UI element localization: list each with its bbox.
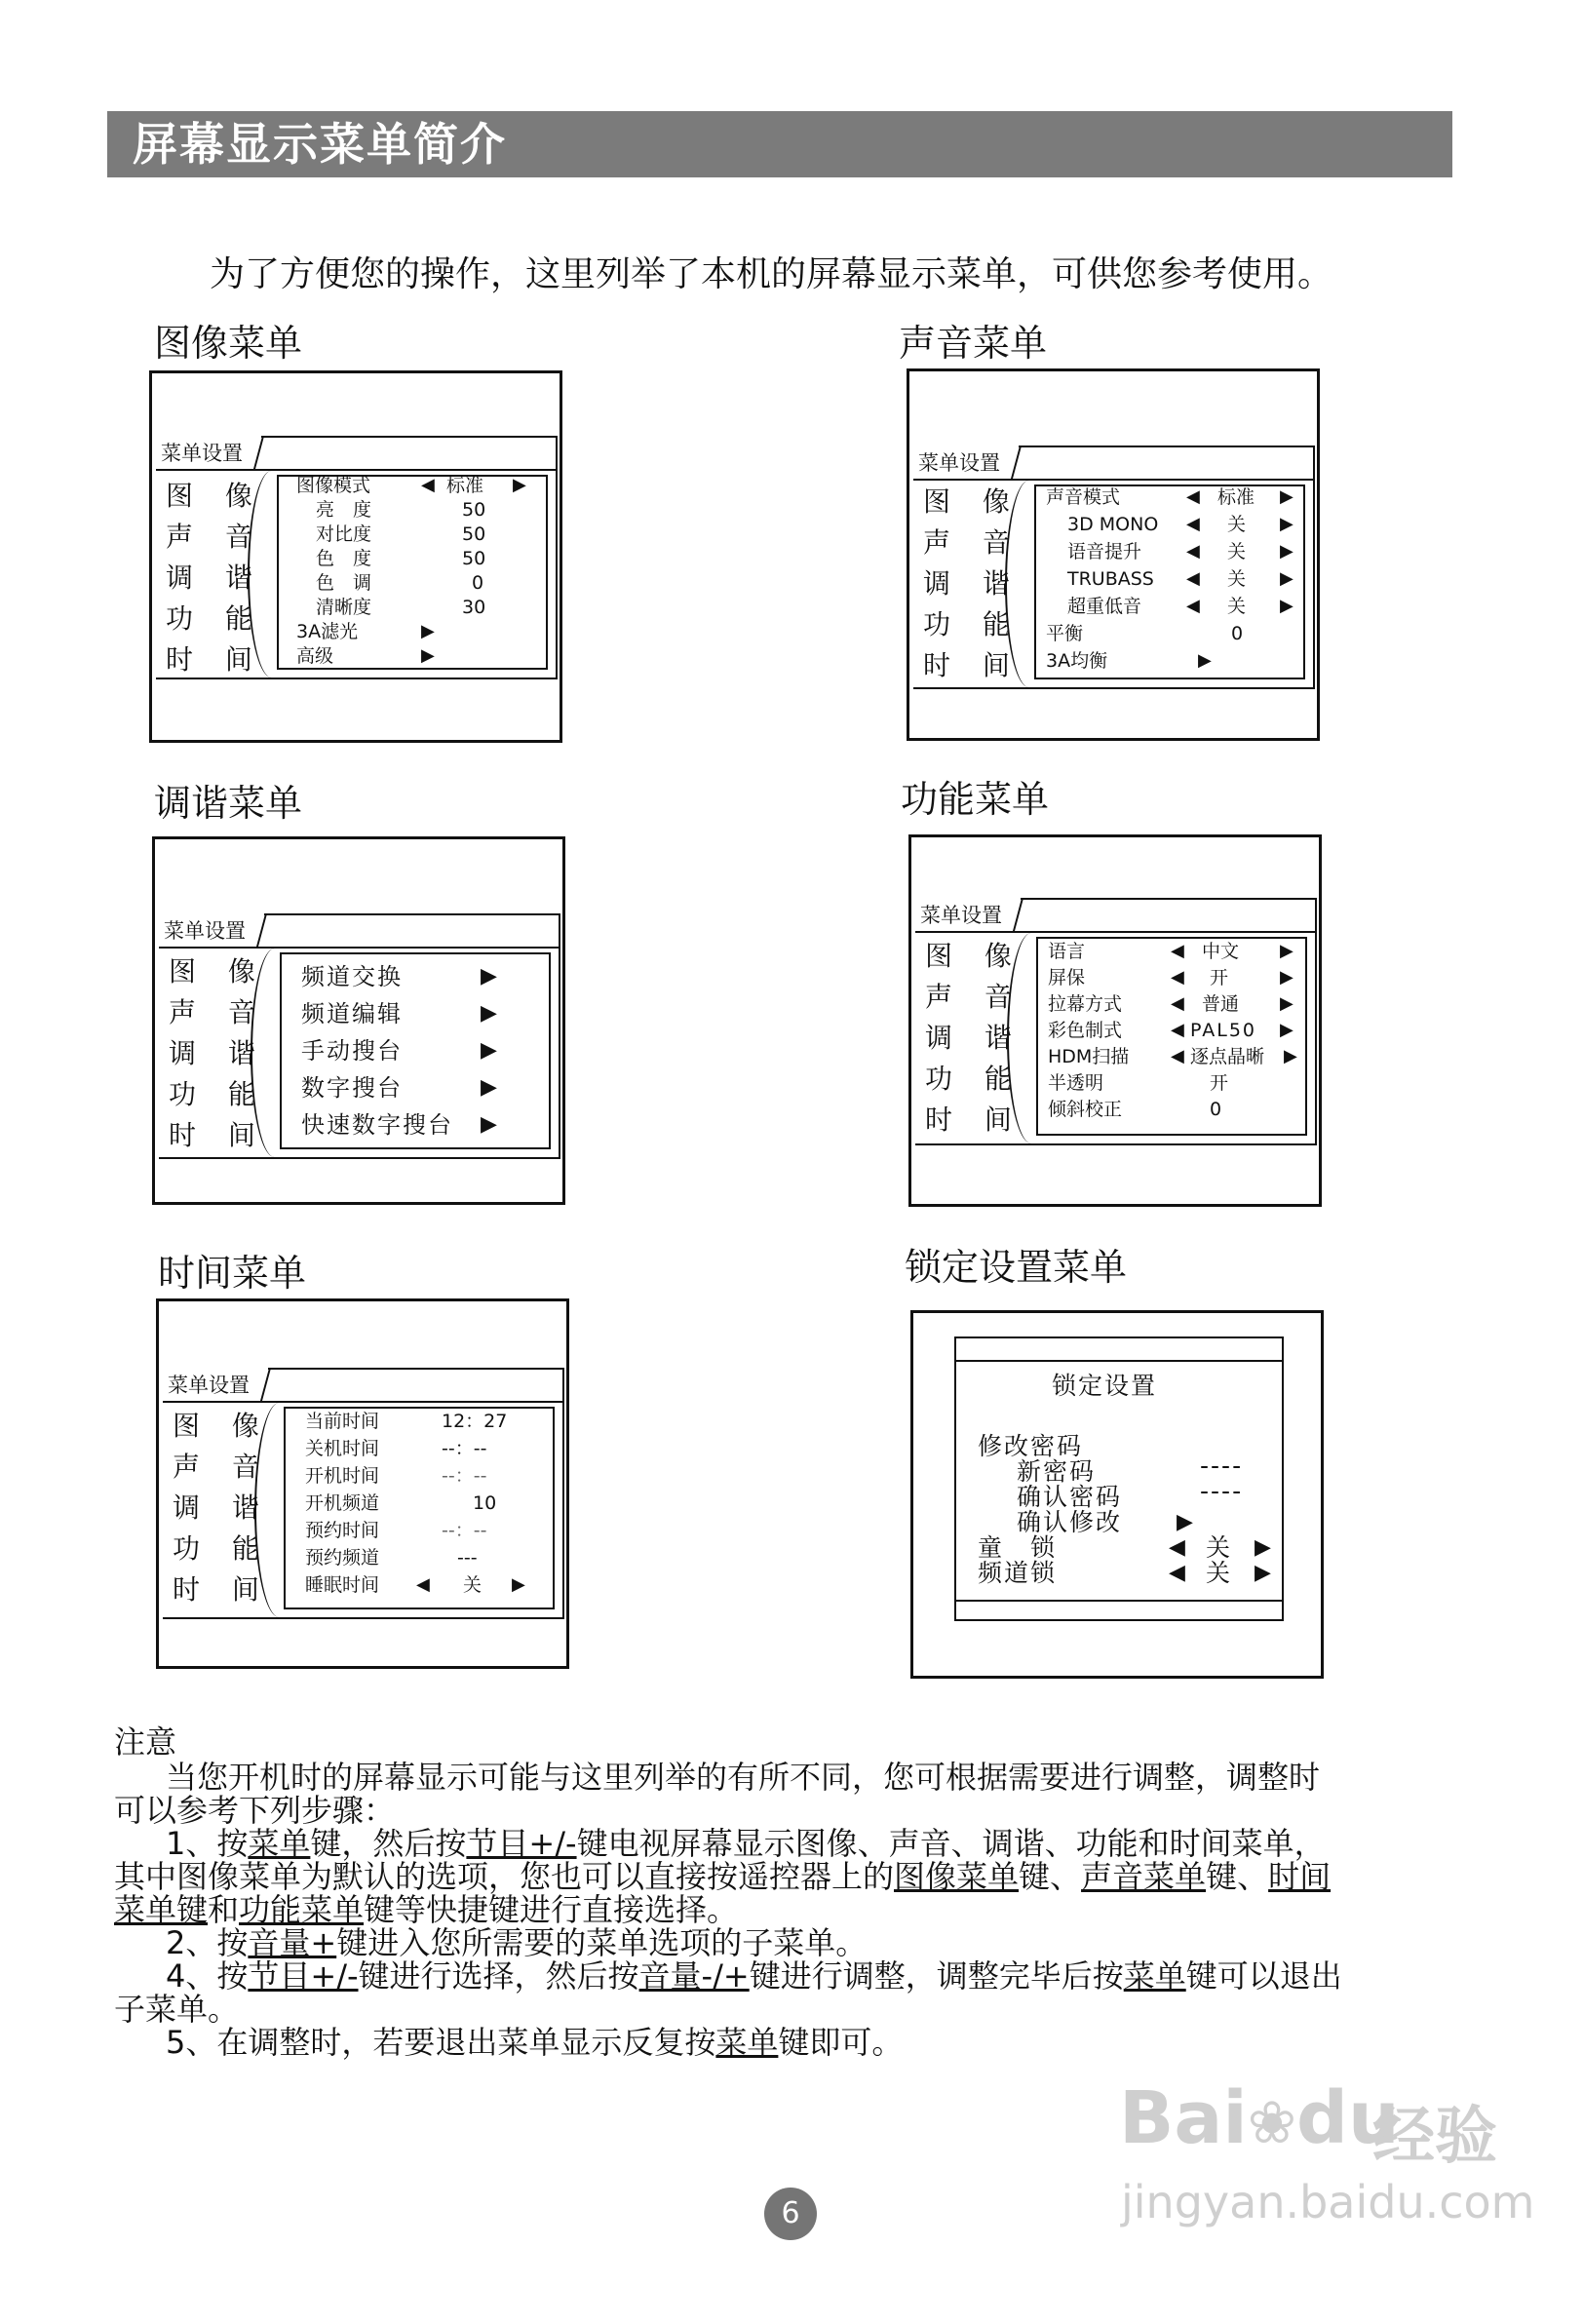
time-menu-panel: [156, 1298, 569, 1669]
right-arrow-icon[interactable]: ▶: [481, 1038, 497, 1063]
notes-step5: 5、在调整时，若要退出菜单显示反复按菜单键即可。: [166, 2024, 904, 2061]
sound-value-subwoofer: 关: [1227, 596, 1247, 617]
notes-step2: 2、按音量+键进入您所需要的菜单选项的子菜单。: [166, 1924, 868, 1961]
picture-row-brightness[interactable]: 亮 度: [316, 499, 372, 521]
picture-row-sharpness[interactable]: 清晰度: [316, 597, 372, 618]
function-row-language[interactable]: 语言: [1048, 941, 1086, 962]
sound-value-trubass: 关: [1227, 568, 1247, 590]
side-item-tuning[interactable]: 调 谐: [925, 1022, 1023, 1054]
function-value-curtain: 普通: [1202, 993, 1240, 1015]
right-arrow-icon[interactable]: ▶: [1280, 993, 1293, 1014]
picture-row-advanced[interactable]: 高级: [296, 645, 334, 667]
function-value-hdm-scan: 逐点晶晰: [1190, 1046, 1265, 1067]
left-arrow-icon[interactable]: ◀: [1186, 568, 1200, 589]
time-row-on-channel[interactable]: 开机频道: [305, 1492, 380, 1514]
lock-menu-label: 锁定设置菜单: [905, 1246, 1128, 1289]
function-row-screensaver[interactable]: 屏保: [1048, 967, 1086, 988]
time-value-on-channel: 10: [473, 1492, 497, 1514]
right-arrow-icon[interactable]: ▶: [512, 1574, 525, 1595]
picture-menu-label: 图像菜单: [154, 322, 303, 365]
side-item-tuning[interactable]: 调 谐: [173, 1491, 271, 1524]
right-arrow-icon[interactable]: ▶: [1177, 1510, 1193, 1534]
picture-row-contrast[interactable]: 对比度: [316, 523, 372, 545]
time-value-reserve-time: --：--: [442, 1520, 487, 1541]
sound-value-balance: 0: [1231, 623, 1244, 644]
function-row-tilt[interactable]: 倾斜校正: [1048, 1099, 1123, 1120]
lock-row-channel-lock[interactable]: 频道锁: [978, 1559, 1058, 1587]
time-row-off[interactable]: 关机时间: [305, 1438, 380, 1459]
lock-row-change-password[interactable]: 修改密码: [978, 1432, 1084, 1460]
side-item-function[interactable]: 功 能: [925, 1063, 1023, 1095]
right-arrow-icon[interactable]: ▶: [481, 1001, 497, 1026]
time-value-on: --：--: [442, 1465, 487, 1487]
tuning-row-digital[interactable]: 数字搜台: [301, 1074, 403, 1102]
tuning-row-swap[interactable]: 频道交换: [301, 963, 403, 990]
left-arrow-icon[interactable]: ◀: [1169, 1535, 1185, 1560]
notes-step4-line2: 子菜单。: [114, 1991, 240, 2028]
notes-step1-line2: 其中图像菜单为默认的选项，您也可以直接按遥控器上的图像菜单键、声音菜单键、时间: [114, 1858, 1332, 1895]
side-item-tuning[interactable]: 调 谐: [169, 1037, 267, 1069]
left-arrow-icon[interactable]: ◀: [1171, 1020, 1184, 1040]
right-arrow-icon[interactable]: ▶: [421, 621, 435, 641]
picture-row-3a-filter[interactable]: 3A滤光: [296, 621, 359, 642]
watermark-brand: Bai❀du: [1119, 2076, 1400, 2160]
side-item-picture[interactable]: 图 像: [925, 940, 1023, 972]
function-value-tilt: 0: [1210, 1099, 1222, 1120]
right-arrow-icon[interactable]: ▶: [1280, 568, 1293, 589]
right-arrow-icon[interactable]: ▶: [1280, 596, 1293, 616]
picture-value-color: 50: [462, 548, 486, 569]
side-item-picture[interactable]: 图 像: [923, 485, 1022, 518]
right-arrow-icon[interactable]: ▶: [1284, 1046, 1297, 1066]
right-arrow-icon[interactable]: ▶: [1280, 514, 1293, 534]
side-item-function[interactable]: 功 能: [169, 1078, 267, 1110]
tuning-row-edit[interactable]: 频道编辑: [301, 1000, 403, 1027]
side-item-function[interactable]: 功 能: [166, 602, 264, 635]
side-item-sound[interactable]: 声 音: [169, 996, 267, 1028]
sound-row-trubass[interactable]: TRUBASS: [1067, 568, 1154, 590]
left-arrow-icon[interactable]: ◀: [1186, 514, 1200, 534]
function-value-color-system: PAL50: [1190, 1020, 1257, 1041]
menu-tab: 菜单设置: [168, 1374, 250, 1397]
left-arrow-icon[interactable]: ◀: [1169, 1561, 1185, 1585]
function-value-screensaver: 开: [1210, 967, 1229, 988]
menu-tab: 菜单设置: [918, 451, 1000, 475]
time-row-sleep[interactable]: 睡眠时间: [305, 1574, 380, 1596]
time-row-reserve-channel[interactable]: 预约频道: [305, 1547, 380, 1569]
picture-row-color[interactable]: 色 度: [316, 548, 372, 569]
lock-value-new-password[interactable]: ----: [1200, 1452, 1244, 1480]
side-item-sound[interactable]: 声 音: [166, 521, 264, 553]
tuning-row-quick[interactable]: 快速数字搜台: [301, 1111, 453, 1139]
left-arrow-icon[interactable]: ◀: [1171, 967, 1184, 988]
lock-menu-panel: [910, 1310, 1324, 1679]
sound-row-voice[interactable]: 语音提升: [1067, 541, 1142, 562]
side-item-function[interactable]: 功 能: [923, 608, 1022, 640]
left-arrow-icon[interactable]: ◀: [1171, 1046, 1184, 1066]
time-value-current: 12：27: [442, 1411, 508, 1432]
picture-value-sharpness: 30: [462, 597, 486, 618]
sound-value-voice: 关: [1227, 541, 1247, 562]
right-arrow-icon[interactable]: ▶: [1255, 1535, 1271, 1560]
side-item-picture[interactable]: 图 像: [169, 955, 267, 988]
notes-p1b: 可以参考下列步骤：: [114, 1792, 396, 1829]
right-arrow-icon[interactable]: ▶: [1280, 541, 1293, 562]
intro-text: 为了方便您的操作，这里列举了本机的屏幕显示菜单，可供您参考使用。: [210, 254, 1333, 294]
lock-inner-box: [954, 1336, 1284, 1621]
right-arrow-icon[interactable]: ▶: [513, 475, 526, 495]
right-arrow-icon[interactable]: ▶: [1280, 1020, 1293, 1040]
notes-step1-line1: 1、按菜单键，然后按节目+/-键电视屏幕显示图像、声音、调谐、功能和时间菜单，: [166, 1825, 1326, 1862]
left-arrow-icon[interactable]: ◀: [416, 1574, 430, 1595]
picture-value-contrast: 50: [462, 523, 486, 545]
lock-value-child-lock: 关: [1206, 1533, 1233, 1562]
lock-value-confirm-password[interactable]: ----: [1200, 1477, 1244, 1505]
lock-value-channel-lock: 关: [1206, 1559, 1233, 1587]
picture-row-mode[interactable]: 图像模式: [296, 475, 371, 496]
side-item-function[interactable]: 功 能: [173, 1532, 271, 1565]
sound-menu-panel: [907, 368, 1320, 741]
left-arrow-icon[interactable]: ◀: [1171, 993, 1184, 1014]
menu-tab: 菜单设置: [920, 904, 1002, 927]
time-row-reserve-time[interactable]: 预约时间: [305, 1520, 380, 1541]
picture-row-tint[interactable]: 色 调: [316, 572, 372, 594]
sound-row-mode[interactable]: 声音模式: [1046, 486, 1121, 508]
lock-title: 锁定设置: [1052, 1372, 1158, 1400]
side-item-picture[interactable]: 图 像: [166, 480, 264, 512]
page-title: 屏幕显示菜单简介: [133, 118, 507, 171]
lock-row-child-lock[interactable]: 童 锁: [978, 1533, 1058, 1562]
right-arrow-icon[interactable]: ▶: [1280, 486, 1293, 507]
side-item-tuning[interactable]: 调 谐: [923, 567, 1022, 600]
right-arrow-icon[interactable]: ▶: [1280, 967, 1293, 988]
notes-step1-line3: 菜单键和功能菜单键等快捷键进行直接选择。: [114, 1891, 739, 1928]
time-value-sleep: 关: [463, 1574, 483, 1596]
side-item-time[interactable]: 时 间: [173, 1573, 271, 1606]
function-row-transparency[interactable]: 半透明: [1048, 1072, 1104, 1094]
paw-icon: ❀: [1247, 2089, 1296, 2157]
sound-row-3a-eq[interactable]: 3A均衡: [1046, 650, 1108, 672]
left-arrow-icon[interactable]: ◀: [1186, 486, 1200, 507]
right-arrow-icon[interactable]: ▶: [1255, 1561, 1271, 1585]
watermark-cn: 经验: [1372, 2101, 1497, 2173]
side-item-sound[interactable]: 声 音: [925, 981, 1023, 1013]
right-arrow-icon[interactable]: ▶: [481, 1075, 497, 1100]
side-item-tuning[interactable]: 调 谐: [166, 562, 264, 594]
lock-row-new-password[interactable]: 新密码: [1017, 1457, 1097, 1486]
side-item-time[interactable]: 时 间: [169, 1119, 267, 1151]
time-menu-label: 时间菜单: [158, 1252, 307, 1295]
right-arrow-icon[interactable]: ▶: [1280, 941, 1293, 961]
side-item-time[interactable]: 时 间: [923, 649, 1022, 681]
picture-value-tint: 0: [472, 572, 484, 594]
watermark-url: jingyan.baidu.com: [1121, 2176, 1535, 2228]
sound-value-3d-mono: 关: [1227, 514, 1247, 535]
picture-value-mode: 标准: [446, 475, 484, 496]
menu-tab: 菜单设置: [164, 919, 246, 943]
function-row-curtain[interactable]: 拉幕方式: [1048, 993, 1123, 1015]
picture-menu-panel: [149, 370, 562, 743]
left-arrow-icon[interactable]: ◀: [421, 475, 435, 495]
time-row-on[interactable]: 开机时间: [305, 1465, 380, 1487]
sound-row-balance[interactable]: 平衡: [1046, 623, 1084, 644]
lock-row-confirm-change[interactable]: 确认修改: [1017, 1508, 1123, 1536]
function-value-language: 中文: [1202, 941, 1240, 962]
tuning-row-manual[interactable]: 手动搜台: [301, 1037, 403, 1065]
side-item-picture[interactable]: 图 像: [173, 1410, 271, 1442]
left-arrow-icon[interactable]: ◀: [1171, 941, 1184, 961]
left-arrow-icon[interactable]: ◀: [1186, 541, 1200, 562]
tuning-menu-label: 调谐菜单: [154, 782, 303, 825]
side-item-time[interactable]: 时 间: [166, 643, 264, 676]
time-value-reserve-channel: ---: [457, 1547, 478, 1569]
function-row-hdm-scan[interactable]: HDM扫描: [1048, 1046, 1130, 1067]
page-number: 6: [764, 2188, 817, 2240]
sound-row-3d-mono[interactable]: 3D MONO: [1067, 514, 1159, 535]
picture-value-brightness: 50: [462, 499, 486, 521]
right-arrow-icon[interactable]: ▶: [481, 1112, 497, 1137]
sound-menu-label: 声音菜单: [899, 322, 1048, 365]
function-menu-label: 功能菜单: [901, 778, 1050, 821]
left-arrow-icon[interactable]: ◀: [1186, 596, 1200, 616]
right-arrow-icon[interactable]: ▶: [481, 964, 497, 988]
function-value-transparency: 开: [1210, 1072, 1229, 1094]
right-arrow-icon[interactable]: ▶: [1198, 650, 1212, 671]
function-row-color-system[interactable]: 彩色制式: [1048, 1020, 1123, 1041]
side-item-time[interactable]: 时 间: [925, 1104, 1023, 1136]
side-item-sound[interactable]: 声 音: [923, 526, 1022, 559]
notes-p1a: 当您开机时的屏幕显示可能与这里列举的有所不同，您可根据需要进行调整，调整时: [166, 1759, 1321, 1796]
time-row-current[interactable]: 当前时间: [305, 1411, 380, 1432]
time-value-off: --：--: [442, 1438, 487, 1459]
menu-tab: 菜单设置: [161, 442, 243, 465]
sound-row-subwoofer[interactable]: 超重低音: [1067, 596, 1142, 617]
tuning-menu-panel: [152, 836, 565, 1205]
side-item-sound[interactable]: 声 音: [173, 1451, 271, 1483]
function-menu-panel: [908, 834, 1322, 1207]
sound-value-mode: 标准: [1217, 486, 1255, 508]
lock-row-confirm-password[interactable]: 确认密码: [1017, 1483, 1123, 1511]
notes-title: 注意: [114, 1724, 177, 1761]
notes-step4-line1: 4、按节目+/-键进行选择，然后按音量-/+键进行调整，调整完毕后按菜单键可以退出: [166, 1957, 1342, 1995]
right-arrow-icon[interactable]: ▶: [421, 645, 435, 666]
